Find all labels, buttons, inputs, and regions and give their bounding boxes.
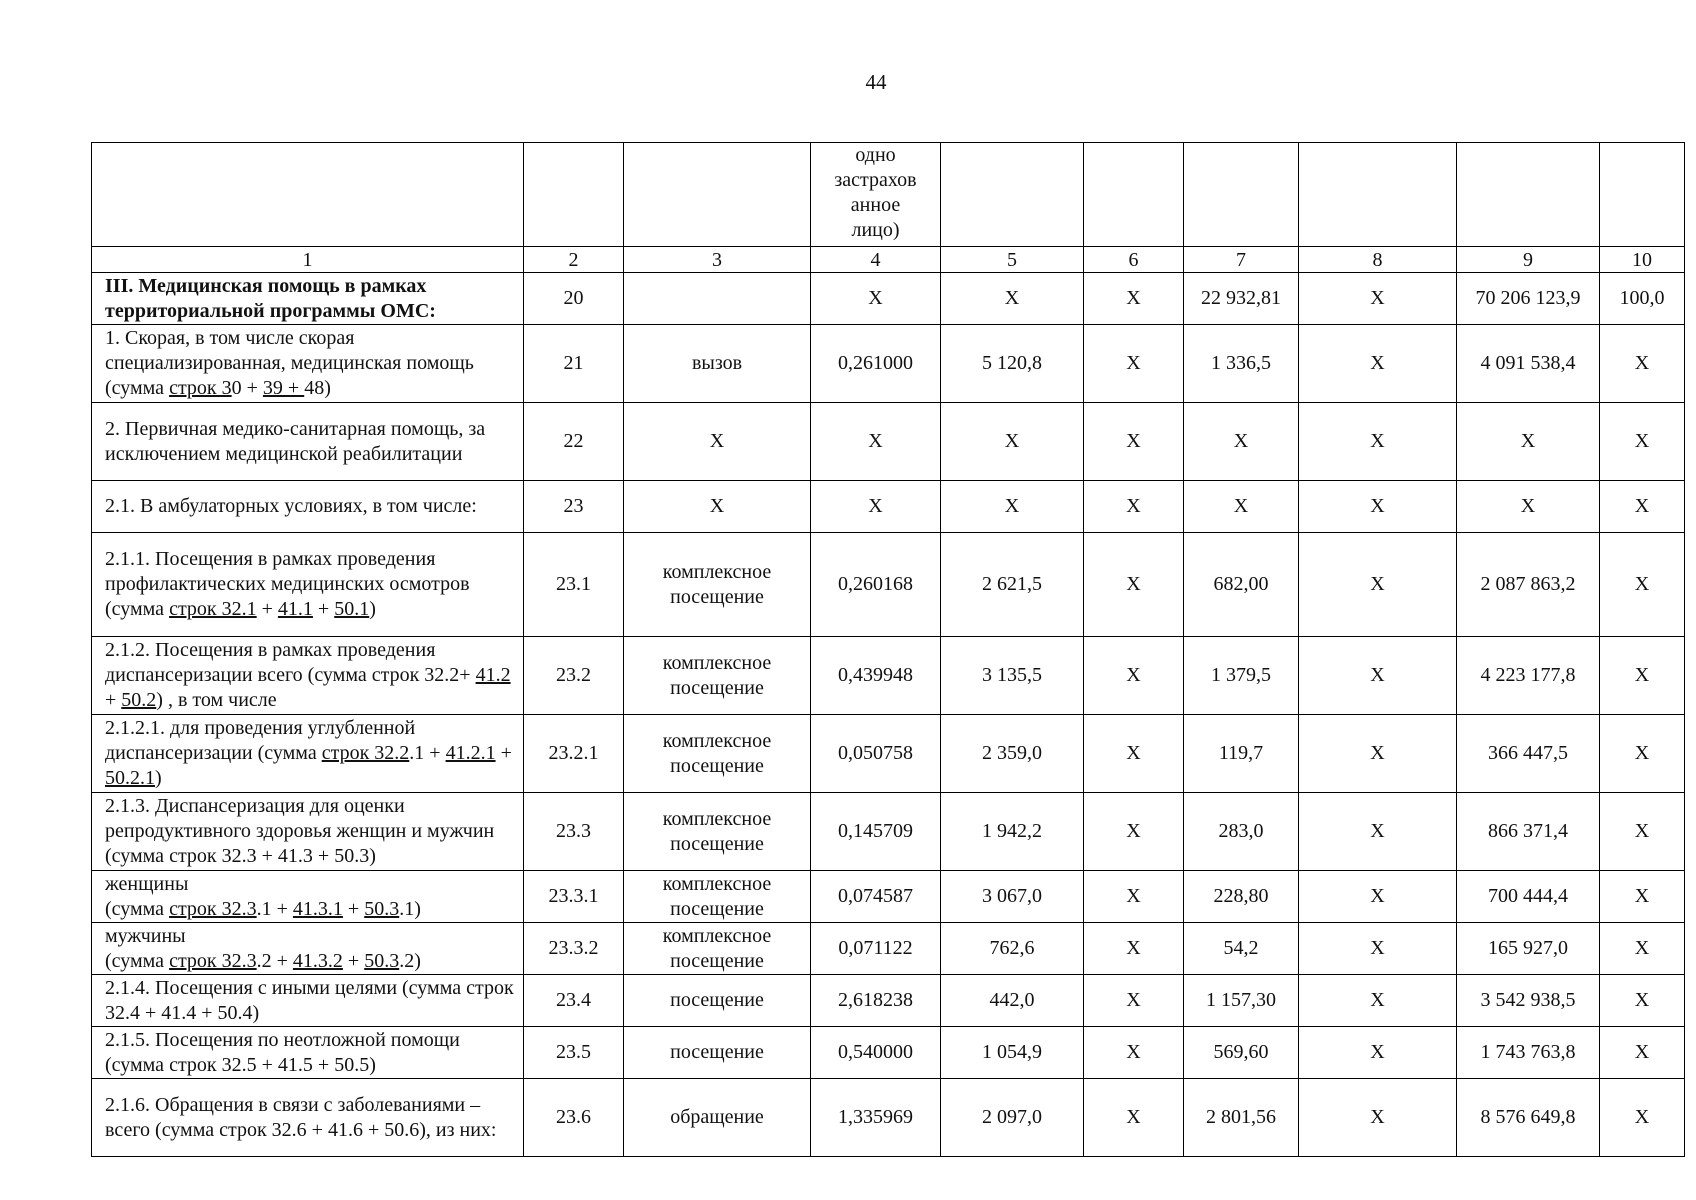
- row-cell-c7: 569,60: [1184, 1027, 1299, 1079]
- row-cell-c4: 0,145709: [811, 793, 941, 871]
- row-cell-c7: 682,00: [1184, 533, 1299, 637]
- row-cell-c10: Х: [1600, 533, 1685, 637]
- row-reference-link: 41.1: [277, 598, 313, 620]
- row-cell-c10: Х: [1600, 793, 1685, 871]
- row-cell-line: 23.4: [524, 975, 624, 1027]
- row-cell-c5: 2 359,0: [941, 715, 1084, 793]
- row-cell-unit: посещение: [624, 975, 811, 1027]
- row-cell-c6: Х: [1084, 871, 1184, 923]
- row-cell-c5: 5 120,8: [941, 325, 1084, 403]
- row-cell-c7: 119,7: [1184, 715, 1299, 793]
- row-cell-c4: 0,050758: [811, 715, 941, 793]
- row-name-cell: 2.1.6. Обращения в связи с заболеваниями – всего (сумма строк 32.6 + 41.6 + 50.6), из них:: [92, 1079, 524, 1157]
- row-reference-link: строк 32.2: [321, 742, 410, 764]
- row-cell-c8: Х: [1299, 793, 1457, 871]
- row-cell-c5: 1 054,9: [941, 1027, 1084, 1079]
- row-reference-link: 39 +: [262, 377, 305, 399]
- row-cell-c5: 3 135,5: [941, 637, 1084, 715]
- row-cell-c6: Х: [1084, 403, 1184, 481]
- row-name-text: 0 +: [231, 377, 263, 399]
- header-cell-8: [1299, 143, 1457, 247]
- row-name-cell: 2.1.4. Посещения с иными целями (сумма строк 32.4 + 41.4 + 50.4): [92, 975, 524, 1027]
- row-cell-line: 23: [524, 481, 624, 533]
- row-cell-c10: Х: [1600, 481, 1685, 533]
- column-number: 8: [1299, 247, 1457, 273]
- row-reference-link: 50.2.1: [105, 767, 155, 789]
- table-row: [92, 1079, 1685, 1157]
- column-number: 5: [941, 247, 1084, 273]
- row-cell-c5: 2 097,0: [941, 1079, 1084, 1157]
- row-cell-line: 23.2.1: [524, 715, 624, 793]
- row-cell-c7: 22 932,81: [1184, 273, 1299, 325]
- row-name-text: .1 +: [409, 742, 446, 764]
- row-cell-c8: Х: [1299, 715, 1457, 793]
- table-row: [92, 533, 1685, 637]
- row-cell-c4: 2,618238: [811, 975, 941, 1027]
- row-cell-unit: комплексное посещение: [624, 533, 811, 637]
- row-cell-c9: 70 206 123,9: [1457, 273, 1600, 325]
- row-cell-c10: Х: [1600, 1079, 1685, 1157]
- row-cell-c6: Х: [1084, 637, 1184, 715]
- row-reference-link: 41.2.1: [445, 742, 496, 764]
- row-cell-c10: Х: [1600, 715, 1685, 793]
- row-cell-c9: 1 743 763,8: [1457, 1027, 1600, 1079]
- row-cell-c10: Х: [1600, 325, 1685, 403]
- row-cell-line: 23.3.1: [524, 871, 624, 923]
- row-cell-c7: 1 336,5: [1184, 325, 1299, 403]
- table-row: [92, 793, 1685, 871]
- table-row: [92, 715, 1685, 793]
- column-number: 2: [524, 247, 624, 273]
- row-cell-c4: 1,335969: [811, 1079, 941, 1157]
- row-cell-c8: Х: [1299, 403, 1457, 481]
- row-cell-c6: Х: [1084, 1027, 1184, 1079]
- row-cell-c10: Х: [1600, 403, 1685, 481]
- row-cell-unit: комплексное посещение: [624, 871, 811, 923]
- row-cell-c9: Х: [1457, 403, 1600, 481]
- row-name-cell: [92, 923, 524, 975]
- row-cell-unit: комплексное посещение: [624, 637, 811, 715]
- row-cell-c7: 1 379,5: [1184, 637, 1299, 715]
- row-name-text: 48): [304, 377, 331, 399]
- column-number: 3: [624, 247, 811, 273]
- row-cell-c4: Х: [811, 273, 941, 325]
- row-name-text: 2.1.2. Посещения в рамках проведения диспансеризации всего (сумма строк 32.2+: [105, 639, 476, 686]
- table-row: [92, 273, 1685, 325]
- row-reference-link: 41.3.2: [292, 949, 343, 972]
- header-cell-6: [1084, 143, 1184, 247]
- row-cell-c5: 3 067,0: [941, 871, 1084, 923]
- row-cell-c5: 762,6: [941, 923, 1084, 975]
- row-cell-c9: 2 087 863,2: [1457, 533, 1600, 637]
- row-cell-c9: 866 371,4: [1457, 793, 1600, 871]
- row-name-text: ): [155, 767, 162, 789]
- row-cell-c5: Х: [941, 403, 1084, 481]
- row-name-text: мужчины (сумма: [105, 924, 186, 972]
- column-number: 6: [1084, 247, 1184, 273]
- row-cell-c4: Х: [811, 403, 941, 481]
- row-reference-link: 41.2: [475, 664, 511, 686]
- row-cell-c4: 0,261000: [811, 325, 941, 403]
- row-cell-c7: 283,0: [1184, 793, 1299, 871]
- row-cell-c8: Х: [1299, 1027, 1457, 1079]
- row-reference-link: 50.3: [364, 897, 400, 920]
- row-cell-c8: Х: [1299, 637, 1457, 715]
- row-cell-c8: Х: [1299, 273, 1457, 325]
- row-name-text: +: [256, 598, 278, 620]
- row-cell-c9: 165 927,0: [1457, 923, 1600, 975]
- row-cell-line: 23.1: [524, 533, 624, 637]
- row-cell-c8: Х: [1299, 325, 1457, 403]
- row-cell-line: 23.3.2: [524, 923, 624, 975]
- row-name-cell: 2.1. В амбулаторных условиях, в том числе:: [92, 481, 524, 533]
- row-cell-line: 21: [524, 325, 624, 403]
- row-cell-c6: Х: [1084, 975, 1184, 1027]
- table-row: [92, 403, 1685, 481]
- column-number: 10: [1600, 247, 1685, 273]
- row-name-cell: [92, 715, 524, 793]
- financing-table: [91, 142, 1685, 1157]
- row-reference-link: 50.2: [121, 689, 157, 711]
- row-name-text: ): [369, 598, 376, 620]
- row-cell-c5: Х: [941, 481, 1084, 533]
- row-cell-c9: 3 542 938,5: [1457, 975, 1600, 1027]
- row-cell-c9: 4 223 177,8: [1457, 637, 1600, 715]
- row-cell-line: 23.5: [524, 1027, 624, 1079]
- table-row: [92, 481, 1685, 533]
- row-cell-line: 23.3: [524, 793, 624, 871]
- row-cell-c7: 2 801,56: [1184, 1079, 1299, 1157]
- row-reference-link: строк 3: [169, 377, 232, 399]
- row-cell-unit: вызов: [624, 325, 811, 403]
- row-cell-unit: обращение: [624, 1079, 811, 1157]
- table-row: [92, 325, 1685, 403]
- row-cell-c9: 4 091 538,4: [1457, 325, 1600, 403]
- row-cell-c4: Х: [811, 481, 941, 533]
- row-name-text: +: [342, 949, 365, 972]
- row-name-cell: 2.1.5. Посещения по неотложной помощи (сумма строк 32.5 + 41.5 + 50.5): [92, 1027, 524, 1079]
- row-cell-c5: 2 621,5: [941, 533, 1084, 637]
- row-name-text: +: [312, 598, 335, 620]
- row-name-cell: 2.1.3. Диспансеризация для оценки репродуктивного здоровья женщин и мужчин (сумма строк 32.3 + 41.3 + 50.3): [92, 793, 524, 871]
- row-cell-unit: комплексное посещение: [624, 923, 811, 975]
- header-cell-7: [1184, 143, 1299, 247]
- row-name-text: ) , в том числе: [156, 689, 277, 711]
- row-name-text: 2.1.1. Посещения в рамках проведения профилактических медицинских осмотров (сумма: [105, 548, 470, 620]
- row-name-text: +: [495, 742, 512, 764]
- row-cell-c6: Х: [1084, 923, 1184, 975]
- header-cell-5: [941, 143, 1084, 247]
- row-cell-c10: Х: [1600, 923, 1685, 975]
- row-cell-c6: Х: [1084, 481, 1184, 533]
- row-cell-c10: 100,0: [1600, 273, 1685, 325]
- row-cell-c10: Х: [1600, 637, 1685, 715]
- row-cell-c8: Х: [1299, 975, 1457, 1027]
- row-cell-line: 23.6: [524, 1079, 624, 1157]
- table-row: [92, 637, 1685, 715]
- row-cell-c4: 0,540000: [811, 1027, 941, 1079]
- header-cell-4: одно застрахов анное лицо): [811, 143, 941, 247]
- row-cell-c4: 0,071122: [811, 923, 941, 975]
- header-cell-10: [1600, 143, 1685, 247]
- row-cell-unit: Х: [624, 481, 811, 533]
- row-cell-c5: Х: [941, 273, 1084, 325]
- header-row: [92, 143, 1685, 247]
- table-row: [92, 975, 1685, 1027]
- header-cell-1: [92, 143, 524, 247]
- row-name-text: 2.1.2.1. для проведения углубленной диспансеризации (сумма: [105, 717, 416, 764]
- column-number: 4: [811, 247, 941, 273]
- row-cell-c7: Х: [1184, 403, 1299, 481]
- table-row: [92, 871, 1685, 923]
- row-cell-c7: 54,2: [1184, 923, 1299, 975]
- row-cell-c8: Х: [1299, 871, 1457, 923]
- row-cell-c9: 700 444,4: [1457, 871, 1600, 923]
- column-number-row: [92, 247, 1685, 273]
- column-number: 7: [1184, 247, 1299, 273]
- row-cell-c8: Х: [1299, 1079, 1457, 1157]
- row-name-text: .1 +: [256, 897, 293, 920]
- row-name-text: +: [342, 897, 365, 920]
- row-cell-line: 22: [524, 403, 624, 481]
- row-cell-c4: 0,439948: [811, 637, 941, 715]
- row-name-cell: [92, 871, 524, 923]
- row-cell-c6: Х: [1084, 273, 1184, 325]
- header-cell-2: [524, 143, 624, 247]
- row-cell-c4: 0,260168: [811, 533, 941, 637]
- row-cell-line: 20: [524, 273, 624, 325]
- row-cell-c4: 0,074587: [811, 871, 941, 923]
- row-cell-c5: 442,0: [941, 975, 1084, 1027]
- row-name-cell: [92, 533, 524, 637]
- row-name-text: +: [105, 689, 122, 711]
- row-cell-c6: Х: [1084, 715, 1184, 793]
- row-cell-c8: Х: [1299, 923, 1457, 975]
- row-name-cell: [92, 325, 524, 403]
- row-cell-c9: 8 576 649,8: [1457, 1079, 1600, 1157]
- row-name-text: .2 +: [256, 949, 293, 972]
- row-cell-c6: Х: [1084, 325, 1184, 403]
- row-cell-c9: Х: [1457, 481, 1600, 533]
- row-cell-c10: Х: [1600, 871, 1685, 923]
- row-name-cell: 2. Первичная медико-санитарная помощь, за исключением медицинской реабилитации: [92, 403, 524, 481]
- row-cell-c7: 228,80: [1184, 871, 1299, 923]
- row-reference-link: строк 32.1: [169, 598, 257, 620]
- row-name-text: .2): [399, 949, 421, 972]
- column-number: 9: [1457, 247, 1600, 273]
- header-cell-9: [1457, 143, 1600, 247]
- column-number: 1: [92, 247, 524, 273]
- row-name-text: 1. Скорая, в том числе скорая специализированная, медицинская помощь (сумма: [105, 327, 474, 399]
- table-row: [92, 923, 1685, 975]
- row-cell-c10: Х: [1600, 975, 1685, 1027]
- row-name-cell: III. Медицинская помощь в рамках территориальной программы ОМС:: [92, 273, 524, 325]
- row-reference-link: 50.3: [364, 949, 400, 972]
- row-name-cell: [92, 637, 524, 715]
- row-cell-c6: Х: [1084, 793, 1184, 871]
- row-cell-c6: Х: [1084, 533, 1184, 637]
- row-cell-c6: Х: [1084, 1079, 1184, 1157]
- row-cell-c10: Х: [1600, 1027, 1685, 1079]
- row-reference-link: 50.1: [334, 598, 370, 620]
- row-reference-link: строк 32.3: [169, 897, 257, 920]
- row-cell-c7: 1 157,30: [1184, 975, 1299, 1027]
- row-cell-unit: [624, 273, 811, 325]
- row-reference-link: строк 32.3: [169, 949, 257, 972]
- row-cell-unit: комплексное посещение: [624, 715, 811, 793]
- row-cell-line: 23.2: [524, 637, 624, 715]
- row-cell-unit: комплексное посещение: [624, 793, 811, 871]
- row-cell-c8: Х: [1299, 533, 1457, 637]
- row-cell-c5: 1 942,2: [941, 793, 1084, 871]
- row-name-text: женщины (сумма: [105, 872, 189, 920]
- row-name-text: .1): [399, 897, 421, 920]
- row-cell-c7: Х: [1184, 481, 1299, 533]
- row-cell-c8: Х: [1299, 481, 1457, 533]
- page-number: 44: [865, 70, 887, 94]
- header-cell-3: [624, 143, 811, 247]
- table-row: [92, 1027, 1685, 1079]
- row-cell-c9: 366 447,5: [1457, 715, 1600, 793]
- row-reference-link: 41.3.1: [292, 897, 343, 920]
- row-cell-unit: Х: [624, 403, 811, 481]
- row-cell-unit: посещение: [624, 1027, 811, 1079]
